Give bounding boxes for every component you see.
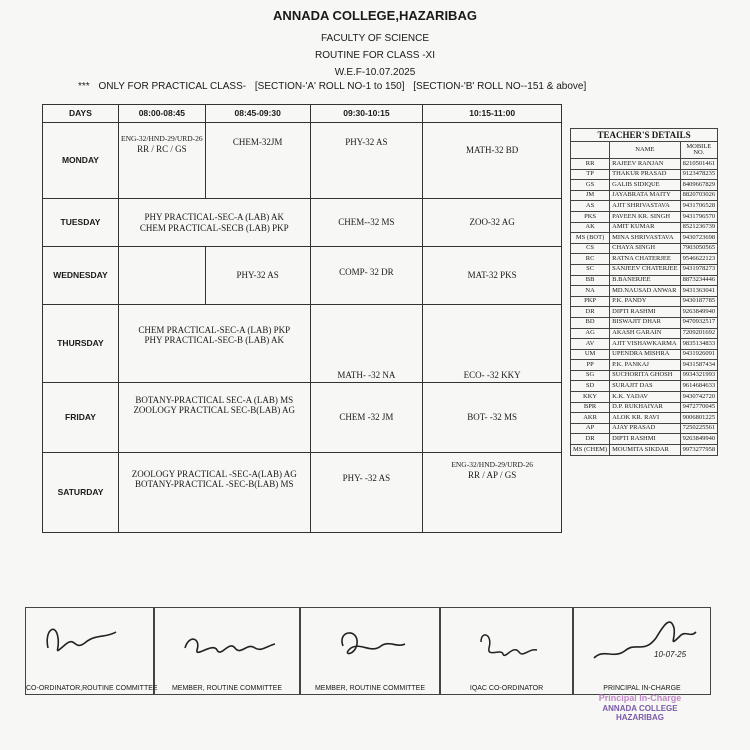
teacher-code: MS (BOT) bbox=[571, 233, 610, 244]
teacher-mobile: 9614684633 bbox=[680, 381, 718, 392]
friday-practical bbox=[118, 383, 310, 453]
teacher-name: BISWAJIT DHAR bbox=[610, 317, 680, 328]
teacher-code: RC bbox=[571, 254, 610, 265]
practical-note bbox=[78, 81, 592, 92]
teacher-mobile: 8820703026 bbox=[680, 190, 718, 201]
teachers-table bbox=[570, 128, 718, 456]
tuesday-practical-line2: CHEM PRACTICAL-SECB (LAB) PKP bbox=[139, 222, 289, 233]
tuesday-period-4: ZOO-32 AG bbox=[423, 199, 562, 247]
teacher-row bbox=[571, 190, 718, 201]
note-section-a: [SECTION-'A' ROLL NO-1 to 150] bbox=[254, 81, 405, 92]
teacher-mobile: 9835134833 bbox=[680, 339, 718, 350]
teacher-mobile: 8873234446 bbox=[680, 275, 718, 286]
teacher-name: P.K. PANKAJ bbox=[610, 360, 680, 371]
teacher-row bbox=[571, 445, 718, 456]
teacher-mobile: 9431706528 bbox=[680, 201, 718, 212]
teachers-name-header: NAME bbox=[610, 142, 680, 159]
teacher-name: THAKUR PRASAD bbox=[610, 169, 680, 180]
teacher-code: MS (CHEM) bbox=[571, 445, 610, 456]
teacher-code: DR bbox=[571, 434, 610, 445]
header-period-4: 10:15-11:00 bbox=[423, 105, 562, 123]
wednesday-period-4: MAT-32 PKS bbox=[423, 247, 562, 305]
teacher-code: SC bbox=[571, 264, 610, 275]
teacher-name: D.P. RUKHAIYAR bbox=[610, 402, 680, 413]
row-tuesday bbox=[43, 199, 562, 247]
signature-principal-date: 10-07-25 bbox=[654, 650, 687, 659]
monday-p1-line2: RR / RC / GS bbox=[137, 143, 187, 154]
thursday-practical-line2: PHY PRACTICAL-SEC-B (LAB) AK bbox=[144, 335, 284, 346]
signature-block bbox=[25, 607, 711, 695]
tuesday-practical-line1: PHY PRACTICAL-SEC-A (LAB) AK bbox=[144, 212, 284, 223]
header-period-2: 08:45-09:30 bbox=[205, 105, 310, 123]
teacher-mobile: 7903050565 bbox=[680, 243, 718, 254]
routine-header-row bbox=[43, 105, 562, 123]
teacher-name: SURAJIT DAS bbox=[610, 381, 680, 392]
teacher-name: AMIT KUMAR bbox=[610, 222, 680, 233]
teacher-row bbox=[571, 254, 718, 265]
routine-title: ROUTINE FOR CLASS -XI bbox=[314, 50, 435, 61]
friday-practical-line2: ZOOLOGY PRACTICAL SEC-B(LAB) AG bbox=[133, 405, 296, 416]
teacher-name: ALOK KR. RAVI bbox=[610, 413, 680, 424]
teacher-code: SG bbox=[571, 370, 610, 381]
signature-iqac bbox=[440, 607, 573, 695]
teacher-mobile: 8210501461 bbox=[680, 159, 718, 170]
monday-period-1 bbox=[118, 123, 205, 199]
friday-period-4: BOT- -32 MS bbox=[423, 383, 562, 453]
teacher-row bbox=[571, 434, 718, 445]
row-wednesday bbox=[43, 247, 562, 305]
teachers-mobile-header: MOBILE NO. bbox=[680, 142, 718, 159]
signature-coordinator bbox=[25, 607, 158, 695]
wednesday-period-1 bbox=[118, 247, 205, 305]
teacher-row bbox=[571, 339, 718, 350]
teacher-mobile: 9934321993 bbox=[680, 370, 718, 381]
teacher-mobile: 7209201692 bbox=[680, 328, 718, 339]
teacher-name: DIPTI RASHMI bbox=[610, 434, 680, 445]
teacher-name: UPENDRA MISHRA bbox=[610, 349, 680, 360]
teacher-code: AP bbox=[571, 423, 610, 434]
teacher-name: SUCHORITA GHOSH bbox=[610, 370, 680, 381]
stamp-line-1: Principal In-Charge bbox=[598, 693, 682, 703]
saturday-p4-line2: RR / AP / GS bbox=[468, 469, 517, 480]
teacher-code: AG bbox=[571, 328, 610, 339]
monday-period-4: MATH-32 BD bbox=[423, 123, 562, 199]
teacher-name: AKASH GARAIN bbox=[610, 328, 680, 339]
header-period-1: 08:00-08:45 bbox=[118, 105, 205, 123]
teacher-code: DR bbox=[571, 307, 610, 318]
saturday-p4-line1: ENG-32/HND-29/URD-26 bbox=[451, 460, 533, 469]
teacher-mobile: 9430723698 bbox=[680, 233, 718, 244]
teachers-rows bbox=[571, 159, 718, 456]
teacher-name: GALIB SIDIQUE bbox=[610, 180, 680, 191]
teacher-row bbox=[571, 159, 718, 170]
teacher-mobile: 9431978273 bbox=[680, 264, 718, 275]
friday-period-3: CHEM -32 JM bbox=[310, 383, 423, 453]
thursday-period-4: ECO- -32 KKY bbox=[423, 305, 562, 383]
signature-iqac-mark bbox=[441, 608, 574, 678]
signature-principal bbox=[573, 607, 711, 695]
teacher-row bbox=[571, 381, 718, 392]
routine-table bbox=[42, 104, 562, 533]
teacher-row bbox=[571, 413, 718, 424]
saturday-period-3: PHY- -32 AS bbox=[310, 453, 423, 533]
monday-period-2: CHEM-32JM bbox=[205, 123, 310, 199]
teacher-row bbox=[571, 307, 718, 318]
teacher-mobile: 9123478235 bbox=[680, 169, 718, 180]
teacher-row bbox=[571, 402, 718, 413]
day-tuesday: TUESDAY bbox=[43, 199, 119, 247]
teacher-row bbox=[571, 349, 718, 360]
teacher-row bbox=[571, 180, 718, 191]
thursday-practical bbox=[118, 305, 310, 383]
teacher-name: DIPTI RASHMI bbox=[610, 307, 680, 318]
teacher-row bbox=[571, 296, 718, 307]
teacher-code: AV bbox=[571, 339, 610, 350]
note-text: ONLY FOR PRACTICAL CLASS- bbox=[98, 81, 247, 92]
teacher-mobile: 9431796570 bbox=[680, 211, 718, 222]
signature-member-1-mark bbox=[155, 608, 301, 678]
teacher-name: B.BANERJEE bbox=[610, 275, 680, 286]
teacher-mobile: 9431363041 bbox=[680, 286, 718, 297]
teacher-row bbox=[571, 169, 718, 180]
day-monday: MONDAY bbox=[43, 123, 119, 199]
teacher-row bbox=[571, 286, 718, 297]
teacher-row bbox=[571, 317, 718, 328]
teacher-code: BB bbox=[571, 275, 610, 286]
teacher-mobile: 9431926091 bbox=[680, 349, 718, 360]
stamp-line-3: HAZARIBAG bbox=[616, 713, 664, 723]
teacher-mobile: 9006801225 bbox=[680, 413, 718, 424]
teacher-code: GS bbox=[571, 180, 610, 191]
teacher-code: BPR bbox=[571, 402, 610, 413]
teacher-code: JM bbox=[571, 190, 610, 201]
teacher-name: MINA SHRIVASTAVA bbox=[610, 233, 680, 244]
teacher-code: PKP bbox=[571, 296, 610, 307]
signature-member-2-label: MEMBER, ROUTINE COMMITTEE bbox=[314, 685, 426, 692]
wednesday-period-2: PHY-32 AS bbox=[205, 247, 310, 305]
teacher-row bbox=[571, 275, 718, 286]
monday-period-3: PHY-32 AS bbox=[310, 123, 423, 199]
teacher-name: MOUMITA SIKDAR bbox=[610, 445, 680, 456]
teacher-mobile: 9472770045 bbox=[680, 402, 718, 413]
thursday-period-3: MATH- -32 NA bbox=[310, 305, 423, 383]
teacher-mobile: 9546622123 bbox=[680, 254, 718, 265]
signature-member-2-mark bbox=[301, 608, 441, 678]
day-wednesday: WEDNESDAY bbox=[43, 247, 119, 305]
teacher-name: SANJEEV CHATERJEE bbox=[610, 264, 680, 275]
teacher-mobile: 9973277958 bbox=[680, 445, 718, 456]
saturday-period-4 bbox=[423, 453, 562, 533]
signature-coordinator-label: CO-ORDINATOR,ROUTINE COMMITTEE bbox=[26, 685, 158, 692]
teacher-code: AK bbox=[571, 222, 610, 233]
signature-member-2 bbox=[300, 607, 440, 695]
tuesday-practical bbox=[118, 199, 310, 247]
college-stamp bbox=[560, 693, 720, 723]
teacher-mobile: 9430187785 bbox=[680, 296, 718, 307]
teacher-mobile: 8521236739 bbox=[680, 222, 718, 233]
teacher-row bbox=[571, 328, 718, 339]
teacher-code: RR bbox=[571, 159, 610, 170]
teacher-mobile: 8409667829 bbox=[680, 180, 718, 191]
teacher-name: AJIT VISHAWKARMA bbox=[610, 339, 680, 350]
teacher-name: P.K. PANDY bbox=[610, 296, 680, 307]
signature-member-1 bbox=[154, 607, 300, 695]
teacher-row bbox=[571, 370, 718, 381]
teacher-row bbox=[571, 222, 718, 233]
teacher-code: CS bbox=[571, 243, 610, 254]
teacher-row bbox=[571, 264, 718, 275]
tuesday-period-3: CHEM--32 MS bbox=[310, 199, 423, 247]
stamp-line-2: ANNADA COLLEGE bbox=[602, 703, 678, 713]
teacher-row bbox=[571, 201, 718, 212]
teacher-row bbox=[571, 211, 718, 222]
friday-practical-line1: BOTANY-PRACTICAL SEC-A (LAB) MS bbox=[135, 395, 294, 405]
teacher-row bbox=[571, 423, 718, 434]
teacher-code: UM bbox=[571, 349, 610, 360]
teacher-mobile: 9431587434 bbox=[680, 360, 718, 371]
faculty-title: FACULTY OF SCIENCE bbox=[321, 33, 429, 44]
monday-p1-line1: ENG-32/HND-29/URD-26 bbox=[121, 134, 203, 143]
teacher-name: JAYABRATA MAITY bbox=[610, 190, 680, 201]
effective-date: W.E.F-10.07.2025 bbox=[334, 67, 416, 78]
college-name: ANNADA COLLEGE,HAZARIBAG bbox=[273, 8, 477, 23]
row-monday bbox=[43, 123, 562, 199]
teacher-mobile: 7250225561 bbox=[680, 423, 718, 434]
note-section-b: [SECTION-'B' ROLL NO--151 & above] bbox=[413, 81, 587, 92]
teacher-code: BD bbox=[571, 317, 610, 328]
teacher-mobile: 9470932517 bbox=[680, 317, 718, 328]
teacher-code: SD bbox=[571, 381, 610, 392]
teacher-name: MD.NAUSAD ANWAR bbox=[610, 286, 680, 297]
note-stars: *** bbox=[78, 81, 90, 92]
teachers-title: TEACHER'S DETAILS bbox=[571, 129, 718, 142]
row-thursday bbox=[43, 305, 562, 383]
wednesday-period-3: COMP- 32 DR bbox=[310, 247, 423, 305]
header-days: DAYS bbox=[43, 105, 119, 123]
teacher-code: AS bbox=[571, 201, 610, 212]
teacher-code: PKS bbox=[571, 211, 610, 222]
row-friday bbox=[43, 383, 562, 453]
teacher-code: TP bbox=[571, 169, 610, 180]
teacher-code: KKY bbox=[571, 392, 610, 403]
teacher-name: AJAY PRASAD bbox=[610, 423, 680, 434]
teacher-name: K.K. YADAV bbox=[610, 392, 680, 403]
teacher-code: AKR bbox=[571, 413, 610, 424]
teacher-row bbox=[571, 392, 718, 403]
day-friday: FRIDAY bbox=[43, 383, 119, 453]
signature-iqac-label: IQAC CO-ORDINATOR bbox=[469, 685, 544, 692]
saturday-practical-line1: ZOOLOGY PRACTICAL -SEC-A(LAB) AG bbox=[131, 469, 297, 479]
signature-principal-label: PRINCIPAL IN-CHARGE bbox=[603, 685, 681, 692]
teacher-name: RATNA CHATERJEE bbox=[610, 254, 680, 265]
signature-principal-mark bbox=[574, 608, 712, 678]
day-saturday: SATURDAY bbox=[43, 453, 119, 533]
teacher-mobile: 9263849940 bbox=[680, 434, 718, 445]
row-saturday bbox=[43, 453, 562, 533]
teachers-code-header bbox=[571, 142, 610, 159]
signature-member-1-label: MEMBER, ROUTINE COMMITTEE bbox=[171, 685, 283, 692]
teacher-row bbox=[571, 233, 718, 244]
teacher-code: NA bbox=[571, 286, 610, 297]
teacher-name: CHAYA SINGH bbox=[610, 243, 680, 254]
teacher-name: RAJEEV RANJAN bbox=[610, 159, 680, 170]
saturday-practical-line2: BOTANY-PRACTICAL -SEC-B(LAB) MS bbox=[135, 479, 294, 490]
teacher-row bbox=[571, 360, 718, 371]
teacher-name: PAVEEN KR. SINGH bbox=[610, 211, 680, 222]
header-period-3: 09:30-10:15 bbox=[310, 105, 423, 123]
teacher-mobile: 9430742720 bbox=[680, 392, 718, 403]
saturday-practical bbox=[118, 453, 310, 533]
thursday-practical-line1: CHEM PRACTICAL-SEC-A (LAB) PKP bbox=[138, 325, 291, 335]
day-thursday: THURSDAY bbox=[43, 305, 119, 383]
teacher-code: PP bbox=[571, 360, 610, 371]
signature-coordinator-mark bbox=[26, 608, 155, 678]
teacher-row bbox=[571, 243, 718, 254]
teacher-name: AJIT SHRIVASTAVA bbox=[610, 201, 680, 212]
teacher-mobile: 9263849940 bbox=[680, 307, 718, 318]
